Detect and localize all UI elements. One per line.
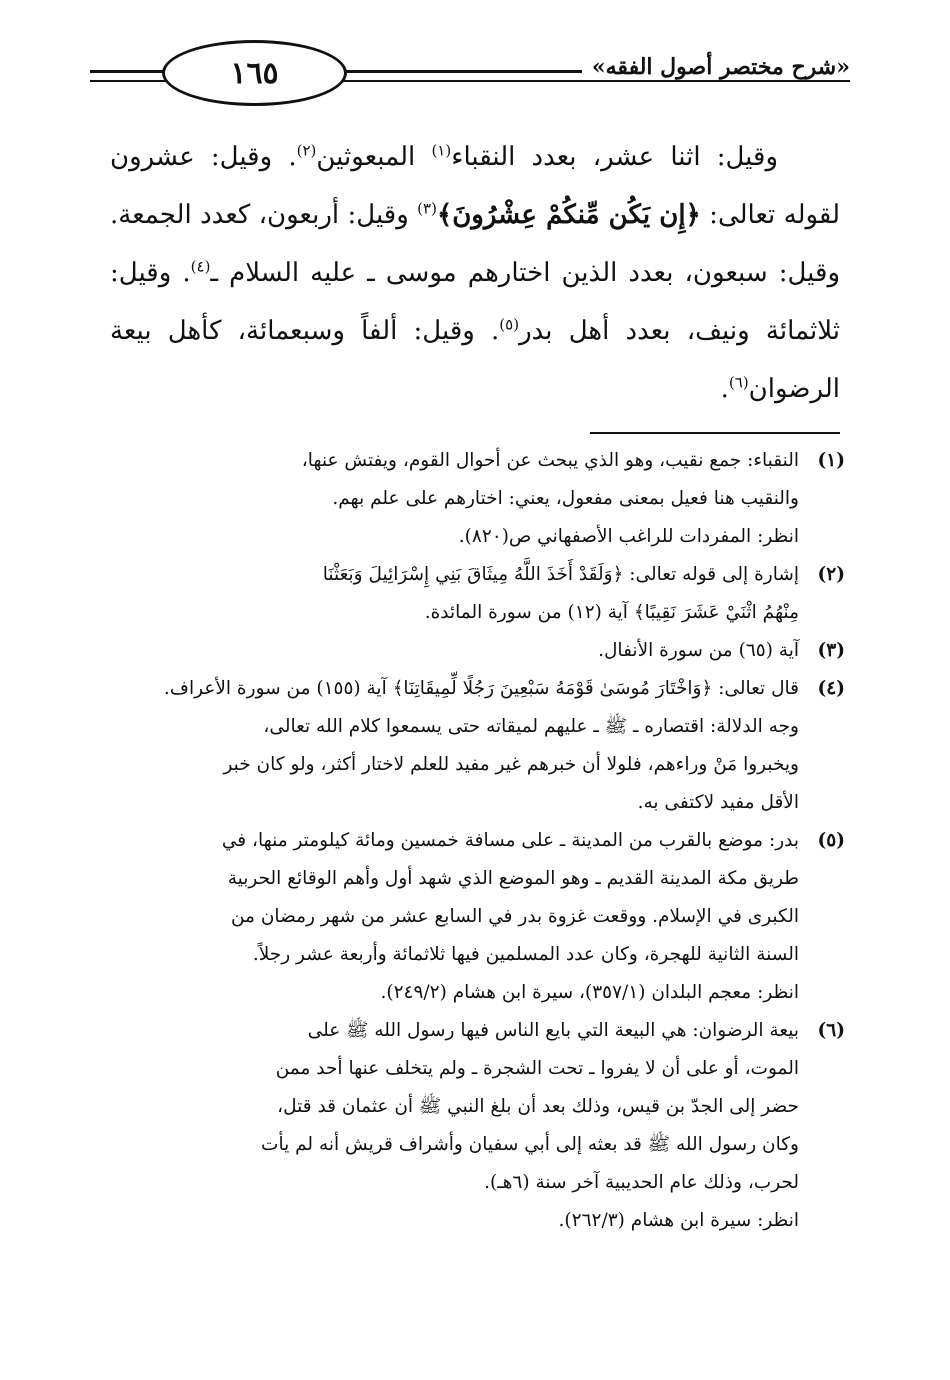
main-text-part3: . وقيل: عشرون لقوله تعالى:: [110, 142, 840, 230]
footnote-line: انظر: المفردات للراغب الأصفهاني ص(٨٢٠).: [458, 526, 799, 547]
footnote-line: وجه الدلالة: اقتصاره ـ ﷺ ـ عليهم لميقاته حتى يسمعوا كلام الله تعالى،: [263, 716, 799, 737]
footnote-number: (٣): [817, 640, 845, 661]
footnote-body: [105, 1012, 799, 1240]
footnote-body: [105, 670, 799, 822]
footnote-line: حضر إلى الجدّ بن قيس، وذلك بعد أن بلغ النبي ﷺ أن عثمان قد قتل،: [277, 1096, 799, 1117]
footnote-2: [105, 556, 845, 632]
footnote-line: بيعة الرضوان: هي البيعة التي بايع الناس فيها رسول الله ﷺ على: [307, 1020, 799, 1041]
main-text-part2: المبعوثين: [316, 142, 432, 172]
footnote-body: [105, 442, 799, 556]
footnote-body: [105, 632, 799, 670]
footnote-line: وكان رسول الله ﷺ قد بعثه إلى أبي سفيان وأشراف قريش أنه لم يأت: [261, 1134, 799, 1155]
main-text-part5: . وقيل: ثلاثمائة ونيف، بعدد أهل بدر: [110, 258, 841, 346]
footnote-body: [105, 556, 799, 632]
footnote-number: (١): [817, 450, 845, 471]
footnote-line: السنة الثانية للهجرة، وكان عدد المسلمين فيها ثلاثمائة وأربعة عشر رجلاً.: [252, 944, 799, 965]
footnote-line: الموت، أو على أن لا يفروا ـ تحت الشجرة ـ ولم يتخلف عنها أحد ممن: [275, 1058, 799, 1079]
footnote-number: (٥): [817, 830, 845, 851]
page-header: [90, 40, 850, 110]
footnote-1: [105, 442, 845, 556]
footnote-line: النقباء: جمع نقيب، وهو الذي يبحث عن أحوال القوم، ويفتش عنها،: [301, 450, 799, 471]
footnote-line: انظر: معجم البلدان (٣٥٧/١)، سيرة ابن هشام (٢٤٩/٢).: [380, 982, 799, 1003]
footnote-ref-4[interactable]: (٤): [190, 257, 211, 276]
page-number-oval: [162, 40, 347, 106]
footnote-number: (٦): [817, 1020, 845, 1041]
footnote-ref-5[interactable]: (٥): [499, 315, 520, 334]
footnote-line: ويخبروا مَنْ وراءهم، فلولا أن خبرهم غير مفيد للعلم لاختار أكثر، ولو كان خبر: [223, 754, 799, 775]
page-number: ١٦٥: [230, 55, 279, 91]
footnote-line: لحرب، وذلك عام الحديبية آخر سنة (٦هـ).: [484, 1172, 799, 1193]
footnote-4: [105, 670, 845, 822]
footnote-3: [105, 632, 845, 670]
footnote-line: والنقيب هنا فعيل بمعنى مفعول، يعني: اختارهم على علم بهم.: [332, 488, 799, 509]
main-text-part6: . وقيل: ألفاً وسبعمائة، كأهل بيعة الرضوان: [110, 316, 840, 404]
footnote-separator: [590, 432, 840, 434]
footnote-line: الكبرى في الإسلام. ووقعت غزوة بدر في السابع عشر من شهر رمضان من: [230, 906, 799, 927]
footnote-line: قال تعالى: ﴿وَاخْتَارَ مُوسَىٰ قَوْمَهُ سَبْعِينَ رَجُلًا لِّمِيقَاتِنَا﴾ آية (١٥٥) من سورة الأعراف.: [163, 678, 799, 699]
running-title: «شرح مختصر أصول الفقه»: [582, 54, 850, 80]
footnote-line: إشارة إلى قوله تعالى: ﴿وَلَقَدْ أَخَذَ اللَّهُ مِيثَاقَ بَنِي إِسْرَائِيلَ وَبَعَثْنَا: [322, 564, 799, 585]
footnote-6: [105, 1012, 845, 1240]
main-paragraph: [110, 128, 840, 418]
footnote-line: بدر: موضع بالقرب من المدينة ـ على مسافة خمسين ومائة كيلومتر منها، في: [221, 830, 799, 851]
quran-verse: ﴿إِن يَكُن مِّنكُمْ عِشْرُونَ﴾: [436, 200, 701, 230]
footnote-ref-2[interactable]: (٢): [296, 141, 317, 160]
footnote-body: [105, 822, 799, 1012]
main-text-part7: .: [720, 374, 729, 404]
footnotes: [105, 442, 845, 1240]
footnote-5: [105, 822, 845, 1012]
footnote-line: طريق مكة المدينة القديم ـ وهو الموضع الذي شهد أول وأهم الوقائع الحربية: [227, 868, 799, 889]
footnote-line: الأقل مفيد لاكتفى به.: [637, 792, 799, 813]
footnote-ref-6[interactable]: (٦): [728, 373, 749, 392]
main-text-part4: وقيل: أربعون، كعدد الجمعة. وقيل: سبعون، بعدد الذين اختارهم موسى ـ عليه السلام ـ: [110, 200, 840, 288]
footnote-ref-1[interactable]: (١): [431, 141, 452, 160]
footnote-line: آية (٦٥) من سورة الأنفال.: [598, 640, 799, 661]
footnote-ref-3[interactable]: (٣): [417, 199, 437, 218]
footnote-line: مِنْهُمُ اثْنَيْ عَشَرَ نَقِيبًا﴾ آية (١٢) من سورة المائدة.: [424, 602, 799, 623]
footnote-number: (٤): [817, 678, 845, 699]
footnote-number: (٢): [817, 564, 845, 585]
main-text: [110, 128, 840, 418]
main-text-part1: وقيل: اثنا عشر، بعدد النقباء: [451, 142, 779, 172]
footnote-line: انظر: سيرة ابن هشام (٢٦٢/٣).: [558, 1210, 799, 1231]
